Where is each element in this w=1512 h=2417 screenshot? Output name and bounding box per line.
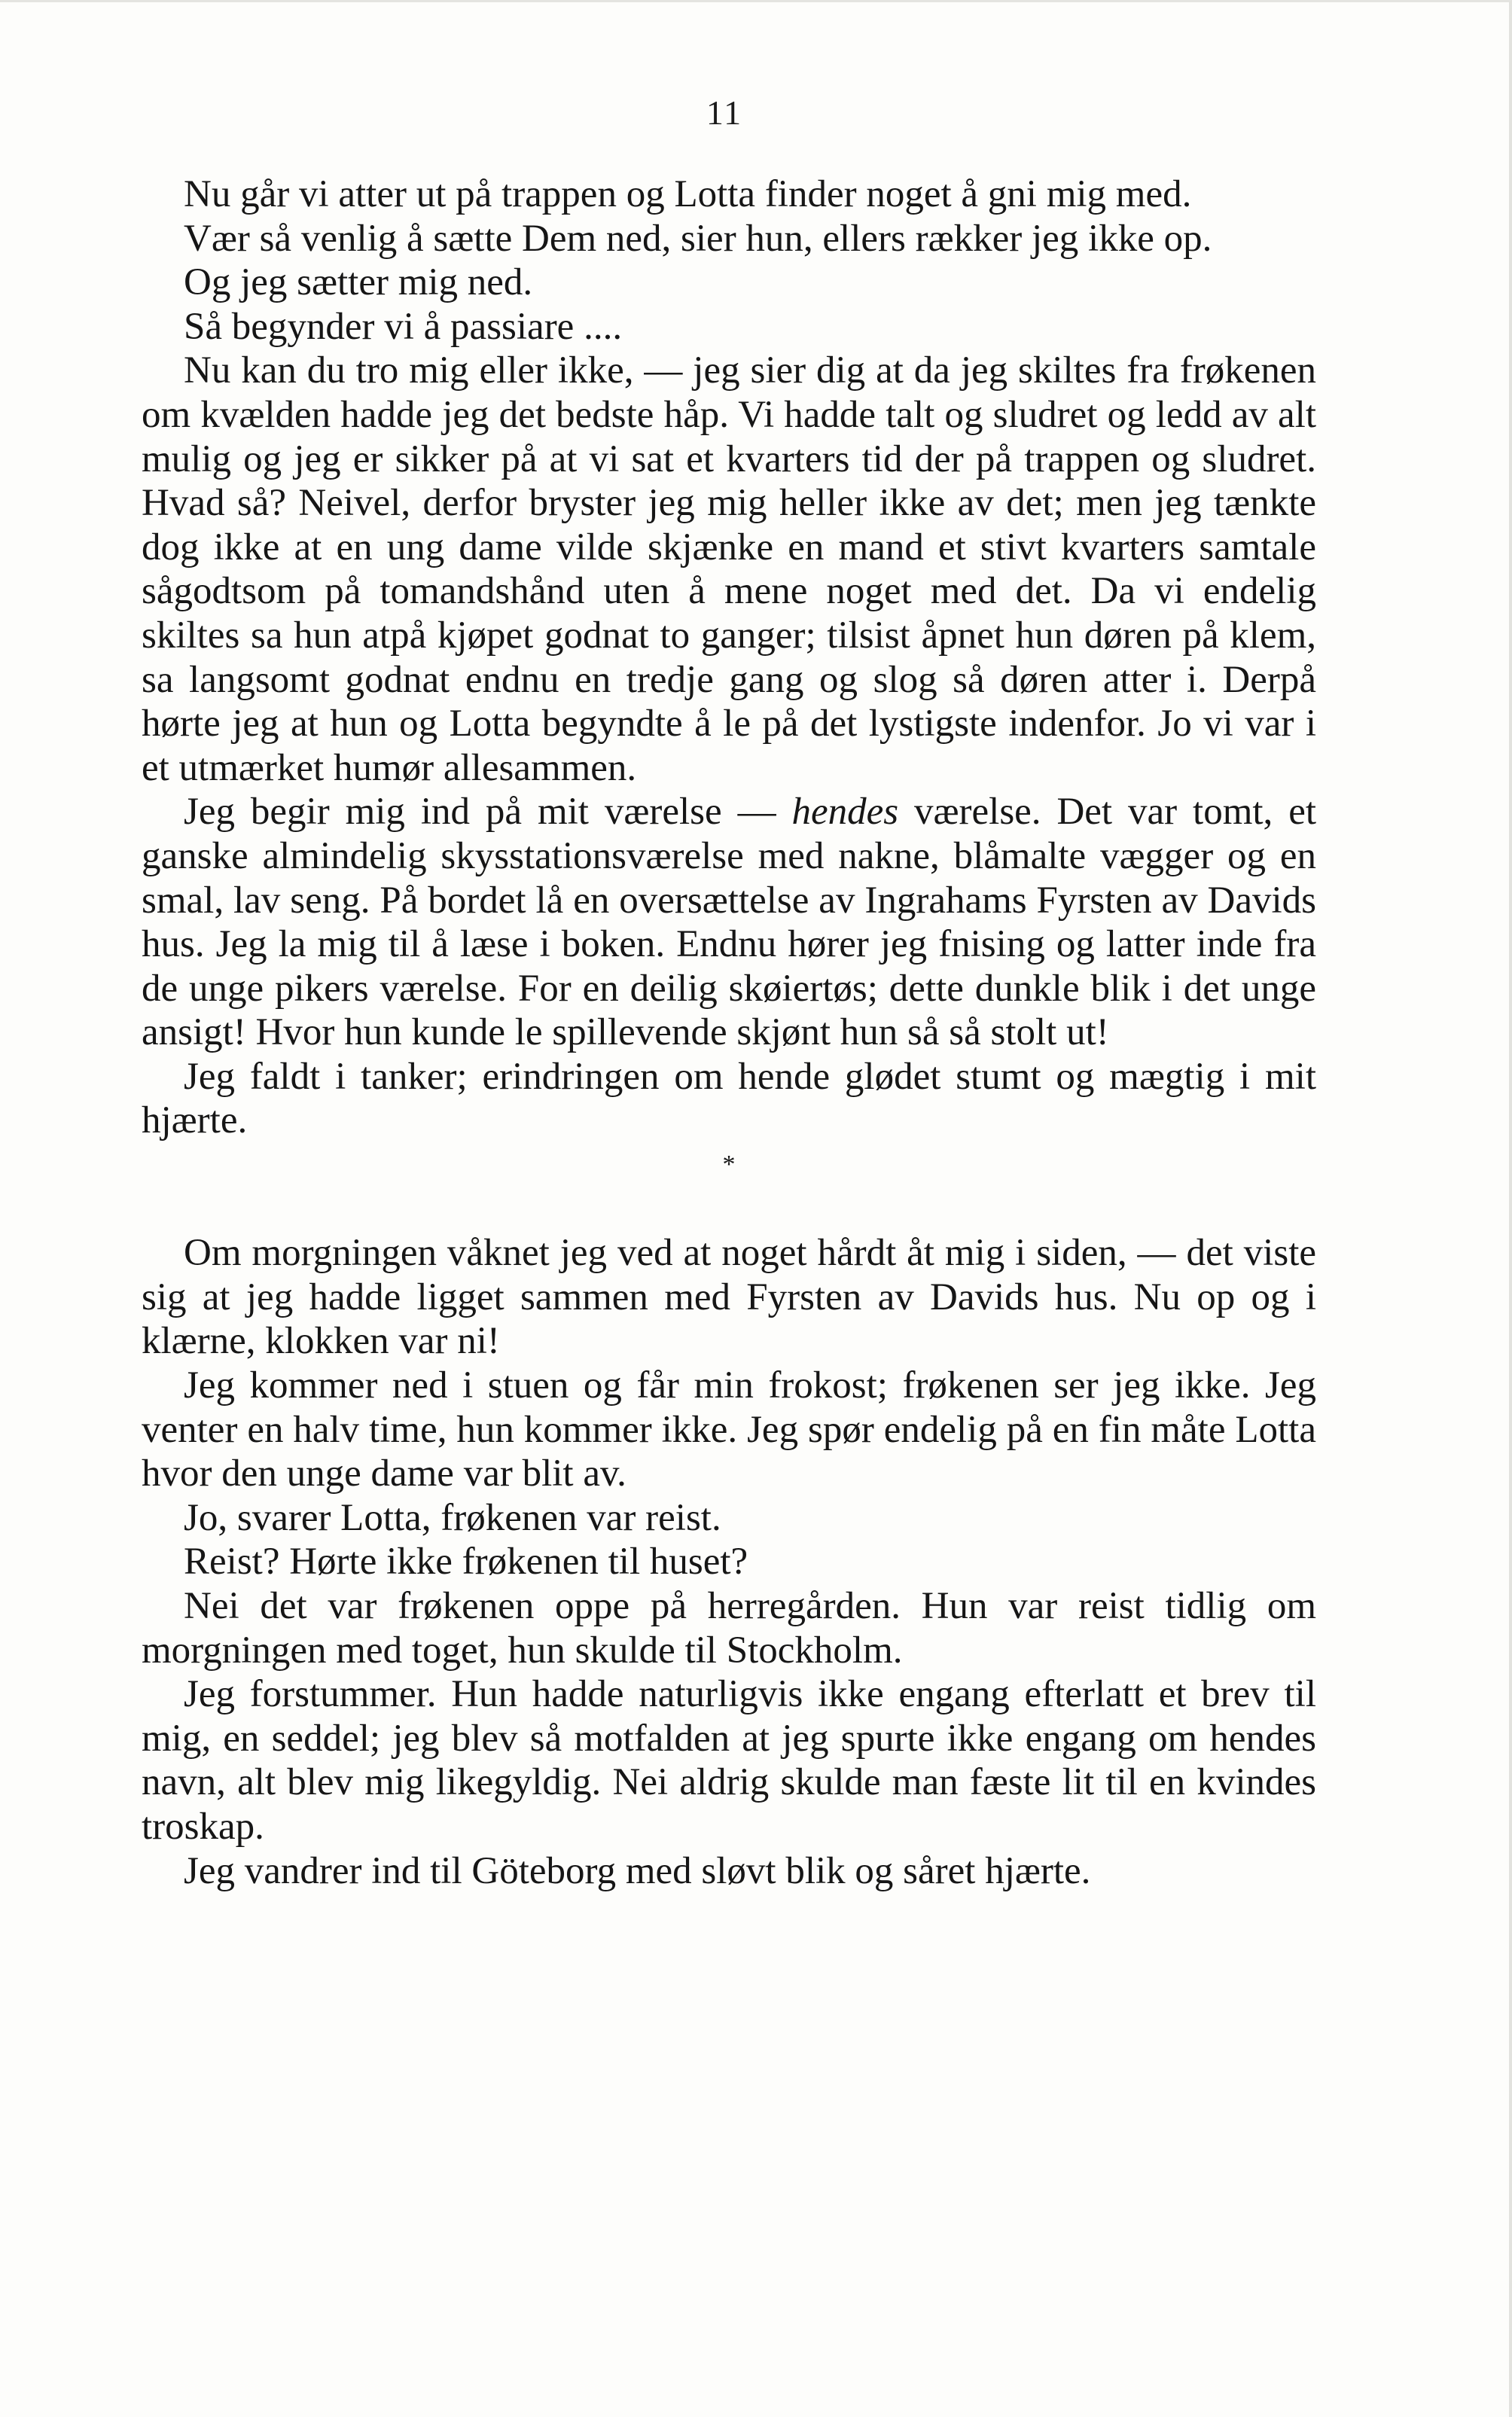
- paragraph: Vær så venlig å sætte Dem ned, sier hun, ellers rækker jeg ikke op.: [184, 217, 1212, 260]
- paragraph: Jeg kommer ned i stuen og får min frokost; frøkenen ser jeg ikke. Jeg venter en halv time, hun kommer ikke. Jeg spør endelig på en fin måte Lotta hvor den unge dame var blit av.: [142, 1364, 1316, 1495]
- paragraph: Nu går vi atter ut på trappen og Lotta finder noget å gni mig med.: [184, 173, 1192, 215]
- paragraph-hendes: [142, 790, 1316, 1055]
- page-number: 11: [706, 93, 743, 132]
- paragraph: Nu kan du tro mig eller ikke, — jeg sier dig at da jeg skiltes fra frøkenen om kvælden hadde jeg det bedste håp. Vi hadde talt og sludret og ledd av alt mulig og jeg er sikker på at vi sat et kvarters tid der på trappen og sludret. Hvad så? Neivel, derfor bryster jeg mig heller ikke av det; men jeg tænkte dog ikke at en ung dame vilde skjænke en mand et stivt kvarters samtale sågodtsom på tomandshånd uten å mene noget med det. Da vi endelig skiltes sa hun atpå kjøpet godnat to ganger; tilsist åpnet hun døren på klem, sa langsomt godnat endnu en tredje gang og slog så døren atter i. Derpå hørte jeg at hun og Lotta begyndte å le på det lystigste indenfor. Jo vi var i et utmærket humør allesammen.: [142, 349, 1316, 789]
- paragraph: Jo, svarer Lotta, frøkenen var reist.: [184, 1496, 721, 1539]
- paragraph: Reist? Hørte ikke frøkenen til huset?: [184, 1541, 748, 1583]
- paragraph: Om morgningen våknet jeg ved at noget hårdt åt mig i siden, — det viste sig at jeg hadde ligget sammen med Fyrsten av Davids hus. Nu op og i klærne, klokken var ni!: [142, 1232, 1316, 1363]
- paragraph: Nei det var frøkenen oppe på herregården. Hun var reist tidlig om morgningen med toget, hun skulde til Stockholm.: [142, 1585, 1316, 1672]
- paragraph: Og jeg sætter mig ned.: [184, 261, 533, 304]
- paragraph-hendes-rest: værelse. Det var tomt, et ganske almindelig skysstationsværelse med nakne, blåmalte vægger og en smal, lav seng. På bordet lå en oversættelse av Ingrahams Fyrsten av Davids hus. Jeg la mig til å læse i boken. Endnu hører jeg fnising og latter inde fra de unge pikers værelse. For en deilig skøiertøs; dette dunkle blik i det unge ansigt! Hvor hun kunde le spillevende skjønt hun så så stolt ut!: [142, 791, 1317, 1054]
- emphasis-hendes: hendes: [791, 791, 899, 834]
- paragraph: Jeg faldt i tanker; erindringen om hende glødet stumt og mægtig i mit hjærte.: [142, 1055, 1316, 1142]
- paragraph: Så begynder vi å passiare ....: [184, 305, 623, 348]
- paragraph: Jeg forstummer. Hun hadde naturligvis ikke engang efterlatt et brev til mig, en seddel; jeg blev så motfalden at jeg spurte ikke engang om hendes navn, alt blev mig likegyldig. Nei aldrig skulde man fæste lit til en kvindes troskap.: [142, 1673, 1316, 1848]
- section-divider: *: [722, 1151, 736, 1179]
- paragraph: Jeg vandrer ind til Göteborg med sløvt blik og såret hjærte.: [184, 1849, 1091, 1892]
- paragraph-hendes-start: Jeg begir mig ind på mit værelse —: [184, 791, 792, 834]
- body-text: [142, 172, 1316, 1893]
